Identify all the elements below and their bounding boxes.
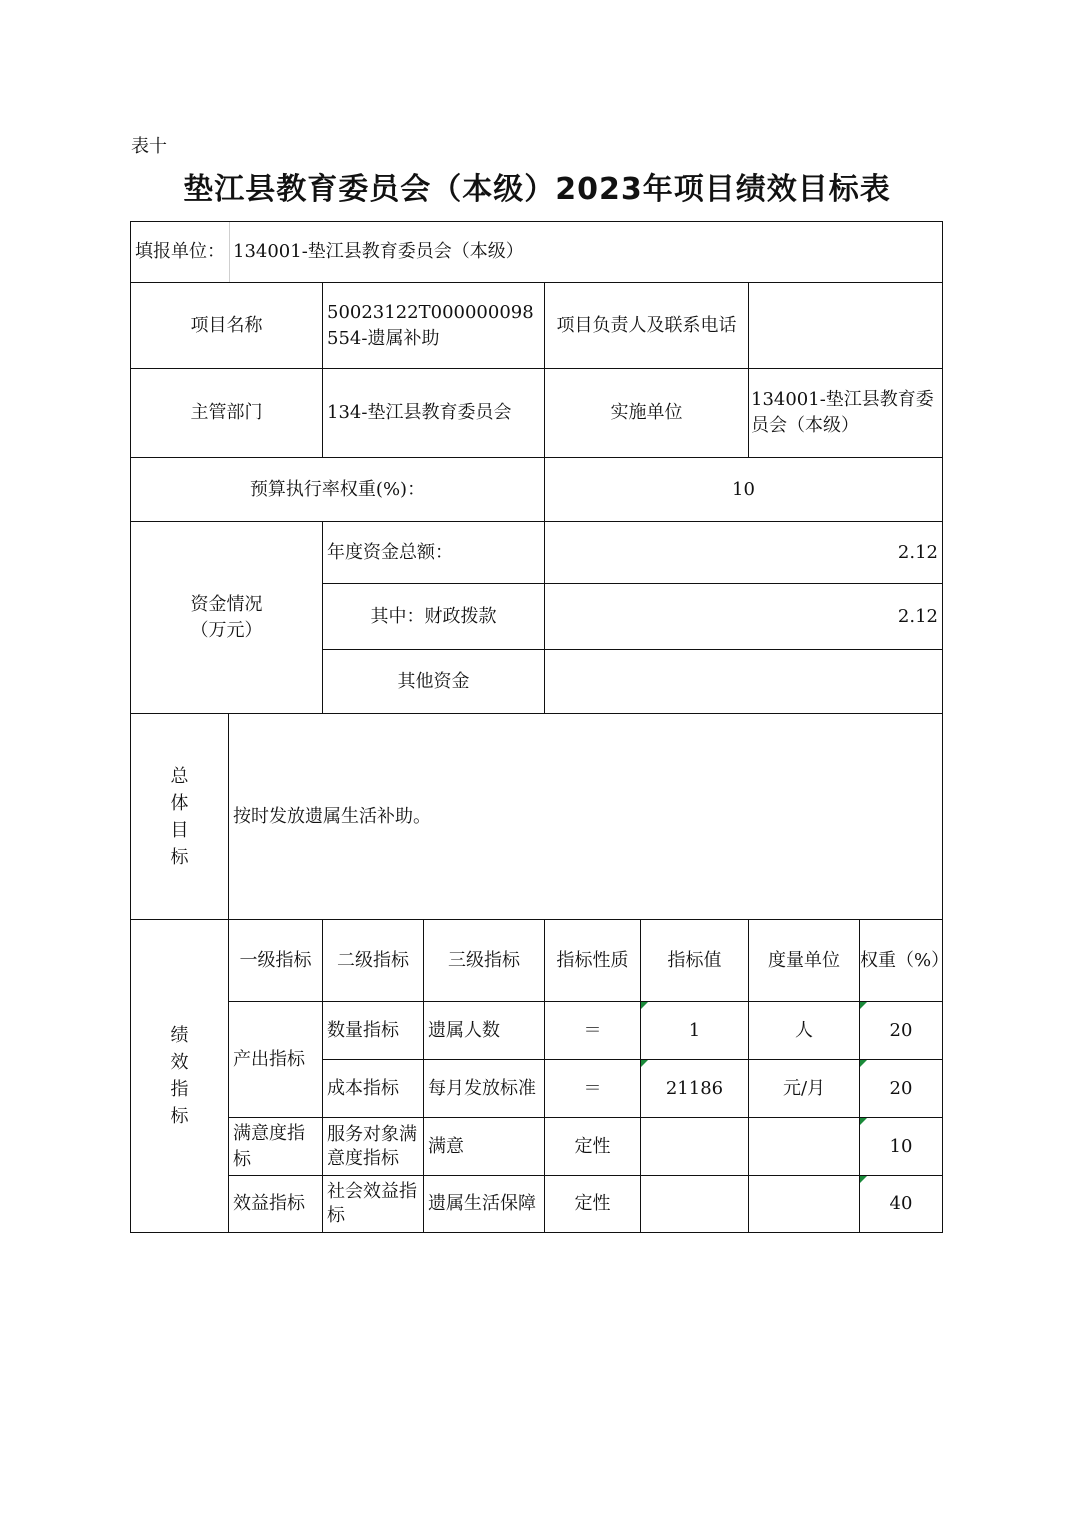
page-title: 垫江县教育委员会（本级）2023年项目绩效目标表 bbox=[183, 172, 891, 207]
performance-indicators-label bbox=[130, 919, 229, 1233]
header-nature: 指标性质 bbox=[544, 919, 641, 1002]
table-number-label: 表十 bbox=[131, 136, 167, 157]
group-output: 产出指标 bbox=[228, 1001, 323, 1118]
filling-unit-label: 填报单位： bbox=[135, 241, 225, 262]
header-level1: 一级指标 bbox=[228, 919, 323, 1002]
table-row-2-level2: 成本指标 bbox=[322, 1059, 424, 1118]
header-weight: 权重（%） bbox=[859, 919, 943, 1002]
project-contact-label: 项目负责人及联系电话 bbox=[544, 282, 749, 369]
table-row-3-nature: 定性 bbox=[544, 1117, 641, 1176]
project-name-value: 50023122T000000098554-遗属补助 bbox=[322, 282, 545, 369]
execution-rate-label: 预算执行率权重(%)： bbox=[130, 457, 545, 522]
table-row-1-unit: 人 bbox=[748, 1001, 860, 1060]
table-row-2-nature: ＝ bbox=[544, 1059, 641, 1118]
table-row-3-weight: 10 bbox=[859, 1117, 943, 1176]
table-row-3-level3: 满意 bbox=[423, 1117, 545, 1176]
funds-label: 资金情况（万元） bbox=[130, 521, 323, 714]
table-row-3-value bbox=[640, 1117, 749, 1176]
table-row-4-weight: 40 bbox=[859, 1175, 943, 1233]
table-row-1-level3: 遗属人数 bbox=[423, 1001, 545, 1060]
filling-unit-divider bbox=[229, 222, 230, 282]
table-row-2-level3: 每月发放标准 bbox=[423, 1059, 545, 1118]
header-level2: 二级指标 bbox=[322, 919, 424, 1002]
header-level3: 三级指标 bbox=[423, 919, 545, 1002]
table-row-3-level2: 服务对象满意度指标 bbox=[322, 1117, 424, 1176]
table-row-4-value bbox=[640, 1175, 749, 1233]
table-row-4-nature: 定性 bbox=[544, 1175, 641, 1233]
performance-char-2: 效 bbox=[170, 1052, 189, 1073]
funds-total-value: 2.12 bbox=[544, 521, 943, 584]
department-value: 134-垫江县教育委员会 bbox=[322, 368, 545, 458]
table-row-2-unit: 元/月 bbox=[748, 1059, 860, 1118]
table-row-4-unit bbox=[748, 1175, 860, 1233]
table-row-1-nature: ＝ bbox=[544, 1001, 641, 1060]
funds-fiscal-value: 2.12 bbox=[544, 583, 943, 650]
overall-goal-label bbox=[130, 713, 229, 920]
funds-fiscal-label: 其中：财政拨款 bbox=[322, 583, 545, 650]
overall-goal-text: 按时发放遗属生活补助。 bbox=[228, 713, 943, 920]
implementing-unit-label: 实施单位 bbox=[544, 368, 749, 458]
filling-unit-row bbox=[130, 221, 943, 283]
funds-total-label: 年度资金总额： bbox=[322, 521, 545, 584]
table-row-1-level2: 数量指标 bbox=[322, 1001, 424, 1060]
table-row-2-weight: 20 bbox=[859, 1059, 943, 1118]
table-row-1-weight: 20 bbox=[859, 1001, 943, 1060]
table-row-2-value: 21186 bbox=[640, 1059, 749, 1118]
project-name-label: 项目名称 bbox=[130, 282, 323, 369]
project-contact-value bbox=[748, 282, 943, 369]
table-row-4-level2: 社会效益指标 bbox=[322, 1175, 424, 1233]
funds-other-value bbox=[544, 649, 943, 714]
table-row-1-value: 1 bbox=[640, 1001, 749, 1060]
performance-char-1: 绩 bbox=[170, 1025, 189, 1046]
group-benefit: 效益指标 bbox=[228, 1175, 323, 1233]
performance-char-3: 指 bbox=[170, 1079, 189, 1100]
header-unit: 度量单位 bbox=[748, 919, 860, 1002]
overall-goal-char-3: 目 bbox=[170, 819, 189, 841]
overall-goal-char-4: 标 bbox=[170, 846, 189, 868]
filling-unit-value: 134001-垫江县教育委员会（本级） bbox=[233, 241, 524, 262]
funds-other-label: 其他资金 bbox=[322, 649, 545, 714]
group-satisfaction: 满意度指标 bbox=[228, 1117, 323, 1176]
table-row-4-level3: 遗属生活保障 bbox=[423, 1175, 545, 1233]
performance-char-4: 标 bbox=[170, 1106, 189, 1127]
department-label: 主管部门 bbox=[130, 368, 323, 458]
overall-goal-char-1: 总 bbox=[170, 765, 189, 787]
overall-goal-char-2: 体 bbox=[170, 792, 189, 814]
implementing-unit-value: 134001-垫江县教育委员会（本级） bbox=[748, 368, 943, 458]
table-row-3-unit bbox=[748, 1117, 860, 1176]
execution-rate-value: 10 bbox=[544, 457, 943, 522]
performance-target-table bbox=[130, 221, 950, 1233]
header-value: 指标值 bbox=[640, 919, 749, 1002]
